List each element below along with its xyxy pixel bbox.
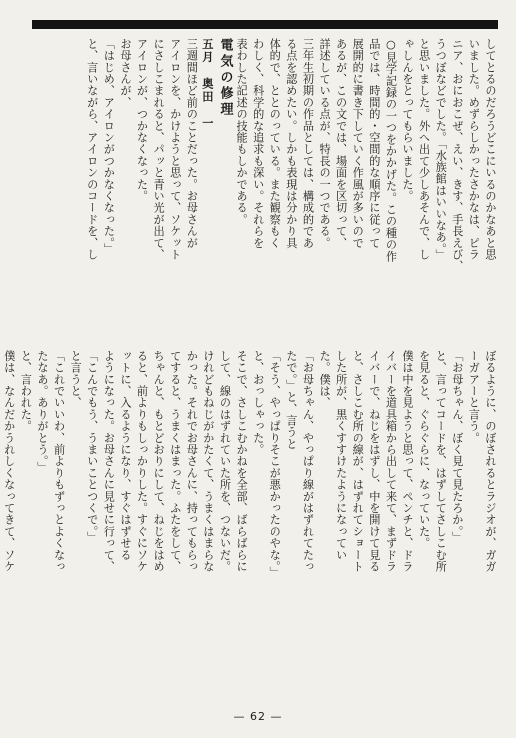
text-line: 「はじめ、アイロンがつかなくなった。」 xyxy=(102,38,116,255)
text-line: と、言いながら、アイロンのコードを、し xyxy=(85,38,99,261)
text-line: 体的で、ととのっている。また観察もく xyxy=(268,38,282,249)
text-line: かった。それでお母さんに、持ってもらっ xyxy=(185,350,199,573)
text-line: たなあ。ありがとう。」 xyxy=(35,350,49,474)
text-line: と思いました。外へ出て少しあそんで、し xyxy=(417,38,431,261)
text-line: と、おっしゃった。 xyxy=(251,350,265,456)
text-line: と言うと、 xyxy=(69,350,83,409)
text-line: 表わした記述の技能もしかである。 xyxy=(235,38,249,226)
text-line: アイロンを、かけようと思って、ソケット xyxy=(168,38,182,261)
text-line: 三週間ほど前のことだった。お母さんが xyxy=(185,38,199,249)
text-line: と、言ってコードを、はずしてさしこむ所 xyxy=(434,350,448,573)
text-line: うつぼなどでした。「水族館はいいなあ。」 xyxy=(434,38,448,261)
text-line: イバーで、ねじをはずし、中を開けて見る xyxy=(367,350,381,573)
text-line: と、さしこむ所の線が、はずれてショート xyxy=(351,350,365,573)
text-line: ○見学記録の一つをかかげた。この種の作 xyxy=(384,38,398,263)
text-line: ようになった。お母さんに見せに行って、 xyxy=(102,350,116,573)
text-line: 「お母ちゃん、ぼく見て見たろか。」 xyxy=(450,350,464,544)
text-line: た。僕は、 xyxy=(318,350,332,409)
upper-text-block xyxy=(12,38,498,336)
text-line: 品では、時間的・空間的な順序に従って xyxy=(367,38,381,249)
text-line: ニア、おにおこぜ、えい、きす、手長えび、 xyxy=(450,38,464,272)
text-line: たで。」と、言うと xyxy=(284,350,298,450)
text-line: ゃしんをとってもらいました。 xyxy=(401,38,415,202)
page-number: — 62 — xyxy=(233,710,283,723)
text-line: 三年生初期の作品としては、構成的であ xyxy=(301,38,315,249)
text-line: いました。めずらしかったさかなは、ピラ xyxy=(467,38,481,261)
text-line: 僕は中を見ようと思って、ペンチと、ドラ xyxy=(401,350,415,573)
text-line: 「お母ちゃん、やっぱり線がはずれてたっ xyxy=(301,350,315,573)
text-line: ットに、入るようになり、すぐはずせる xyxy=(118,350,132,561)
text-line: にさしこまれると、パッと青い光が出て、 xyxy=(152,38,166,261)
text-line: 展開的に書き下していく作風が多いので xyxy=(351,38,365,249)
text-line: アイロンが、つかなくなった。 xyxy=(135,38,149,202)
text-line: てすると、うまくはまった。ふたをして、 xyxy=(168,350,182,573)
text-line: 詳述している点が、特長の一つである。 xyxy=(318,38,332,249)
text-line: と、言われた。 xyxy=(19,350,33,432)
text-line: 「そう、やっぱりそこが悪かったのやな。」 xyxy=(268,350,282,579)
text-line: けれどもねじがかたくて、うまくはまらな xyxy=(201,350,215,573)
text-line: 「こんでもう、うまいことつくで。」 xyxy=(85,350,99,544)
text-line: そこで、さしこむかねを全部、ばらばらに xyxy=(235,350,249,573)
article-title: 電気の修理 xyxy=(217,38,233,118)
text-line: して、線のはずれていた所を、つないだ。 xyxy=(218,350,232,573)
header-rule xyxy=(32,20,498,29)
text-line: 僕は、なんだかうれしくなってきて、ソケ xyxy=(2,350,16,573)
text-line: ると、前よりもしっかりした。すぐにソケ xyxy=(135,350,149,573)
text-line: してとるのだろうどこにいるのかなあと思 xyxy=(484,38,497,261)
lower-text-block xyxy=(2,350,498,680)
text-line: イバーを道具箱から出して来て、まずドラ xyxy=(384,350,398,573)
text-line: る点を認めたい。しかも表現は分かり具 xyxy=(284,38,298,249)
text-line: わしく、科学的な追求も深い。それらを xyxy=(251,38,265,249)
article-byline: 五月 奥田 一 xyxy=(200,38,215,131)
text-line: ーガアーと言う。 xyxy=(467,350,481,444)
text-line: ちゃんと、もとどおりにして、ねじをはめ xyxy=(152,350,166,573)
text-line: あるが、この文では、場面を区切って、 xyxy=(334,38,348,249)
text-line: 「これでいいわ、前よりもずっとよくなっ xyxy=(52,350,66,573)
text-line: した所が、黒くすすけたようになってい xyxy=(334,350,348,561)
text-line: を見ると、ぐらぐらに、なっていた。 xyxy=(417,350,431,549)
text-line: お母さんが、 xyxy=(118,38,132,109)
text-line: ぼるように、のぼされるとラジオが、ガガ xyxy=(484,350,497,573)
